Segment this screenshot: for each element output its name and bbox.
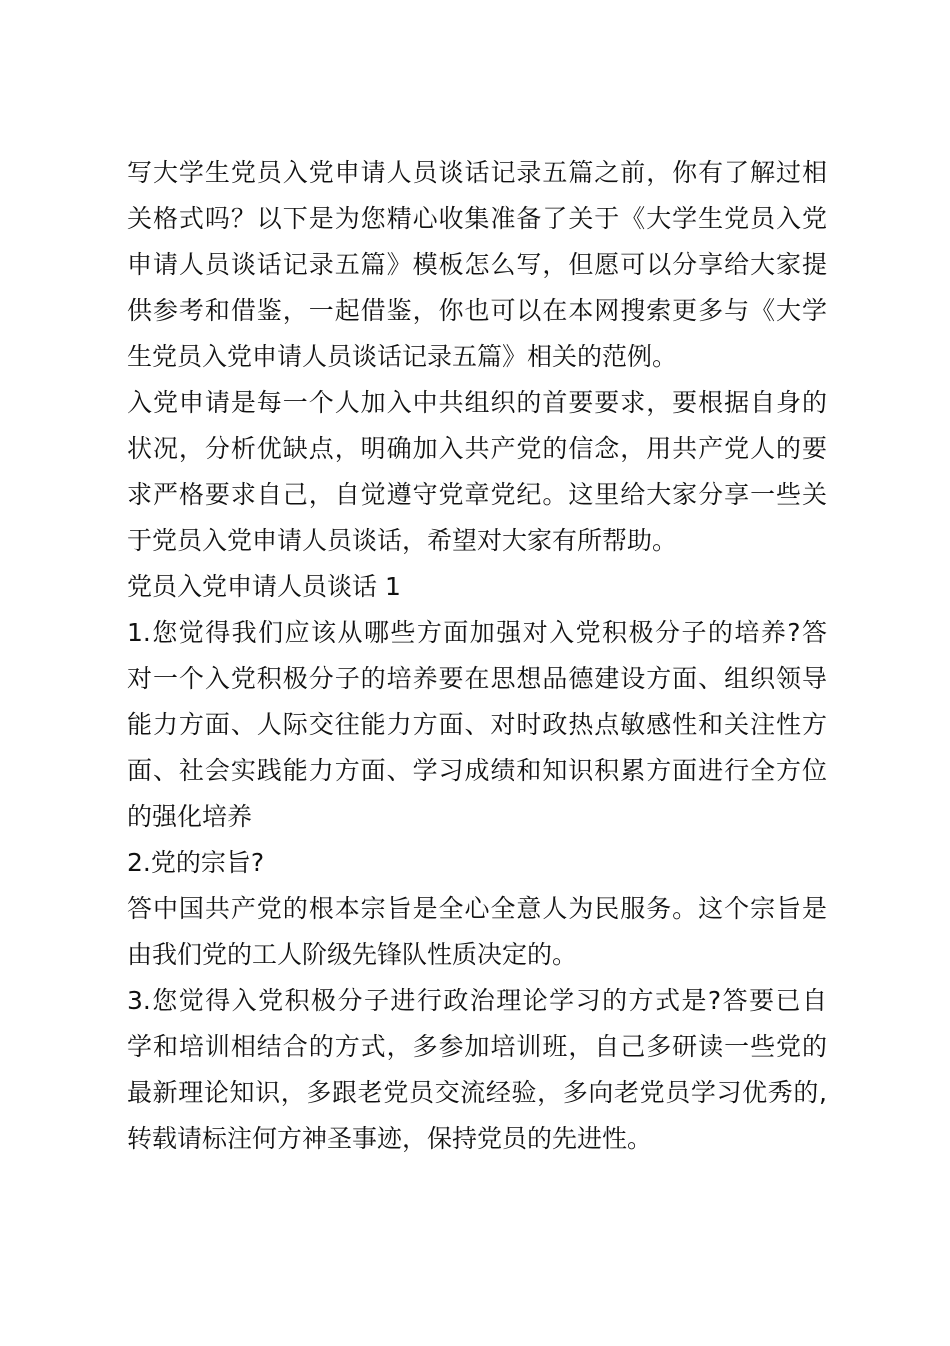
text-line: 能力方面、人际交往能力方面、对时政热点敏感性和关注性方 — [127, 710, 827, 739]
section-heading: 党员入党申请人员谈话 1 — [127, 572, 401, 601]
text-line: 求严格要求自己，自觉遵守党章党纪。这里给大家分享一些关 — [127, 480, 827, 509]
text-line: 生党员入党申请人员谈话记录五篇》相关的范例。 — [127, 342, 678, 371]
text-line: 写大学生党员入党申请人员谈话记录五篇之前，你有了解过相 — [127, 158, 827, 187]
text-line: 答中国共产党的根本宗旨是全心全意人为民服务。这个宗旨是 — [127, 894, 827, 923]
document-body — [127, 150, 827, 1162]
text-line: 最新理论知识，多跟老党员交流经验，多向老党员学习优秀的, — [127, 1078, 827, 1107]
text-line: 面、社会实践能力方面、学习成绩和知识积累方面进行全方位 — [127, 756, 827, 785]
text-line: 于党员入党申请人员谈话，希望对大家有所帮助。 — [127, 526, 678, 555]
text-line: 供参考和借鉴，一起借鉴，你也可以在本网搜索更多与《大学 — [127, 296, 827, 325]
text-line: 的强化培养 — [127, 802, 253, 831]
text-line: 3.您觉得入党积极分子进行政治理论学习的方式是?答要已自 — [127, 986, 827, 1015]
text-line: 由我们党的工人阶级先锋队性质决定的。 — [127, 940, 578, 969]
text-line: 关格式吗？以下是为您精心收集准备了关于《大学生党员入党 — [127, 204, 827, 233]
text-line: 对一个入党积极分子的培养要在思想品德建设方面、组织领导 — [127, 664, 827, 693]
text-line: 入党申请是每一个人加入中共组织的首要要求，要根据自身的 — [127, 388, 827, 417]
text-line: 转载请标注何方神圣事迹，保持党员的先进性。 — [127, 1124, 653, 1153]
text-line: 申请人员谈话记录五篇》模板怎么写，但愿可以分享给大家提 — [127, 250, 827, 279]
text-line: 1.您觉得我们应该从哪些方面加强对入党积极分子的培养?答 — [127, 618, 827, 647]
text-line: 学和培训相结合的方式，多参加培训班，自己多研读一些党的 — [127, 1032, 827, 1061]
text-line: 2.党的宗旨? — [127, 848, 265, 877]
text-line: 状况，分析优缺点，明确加入共产党的信念，用共产党人的要 — [127, 434, 827, 463]
